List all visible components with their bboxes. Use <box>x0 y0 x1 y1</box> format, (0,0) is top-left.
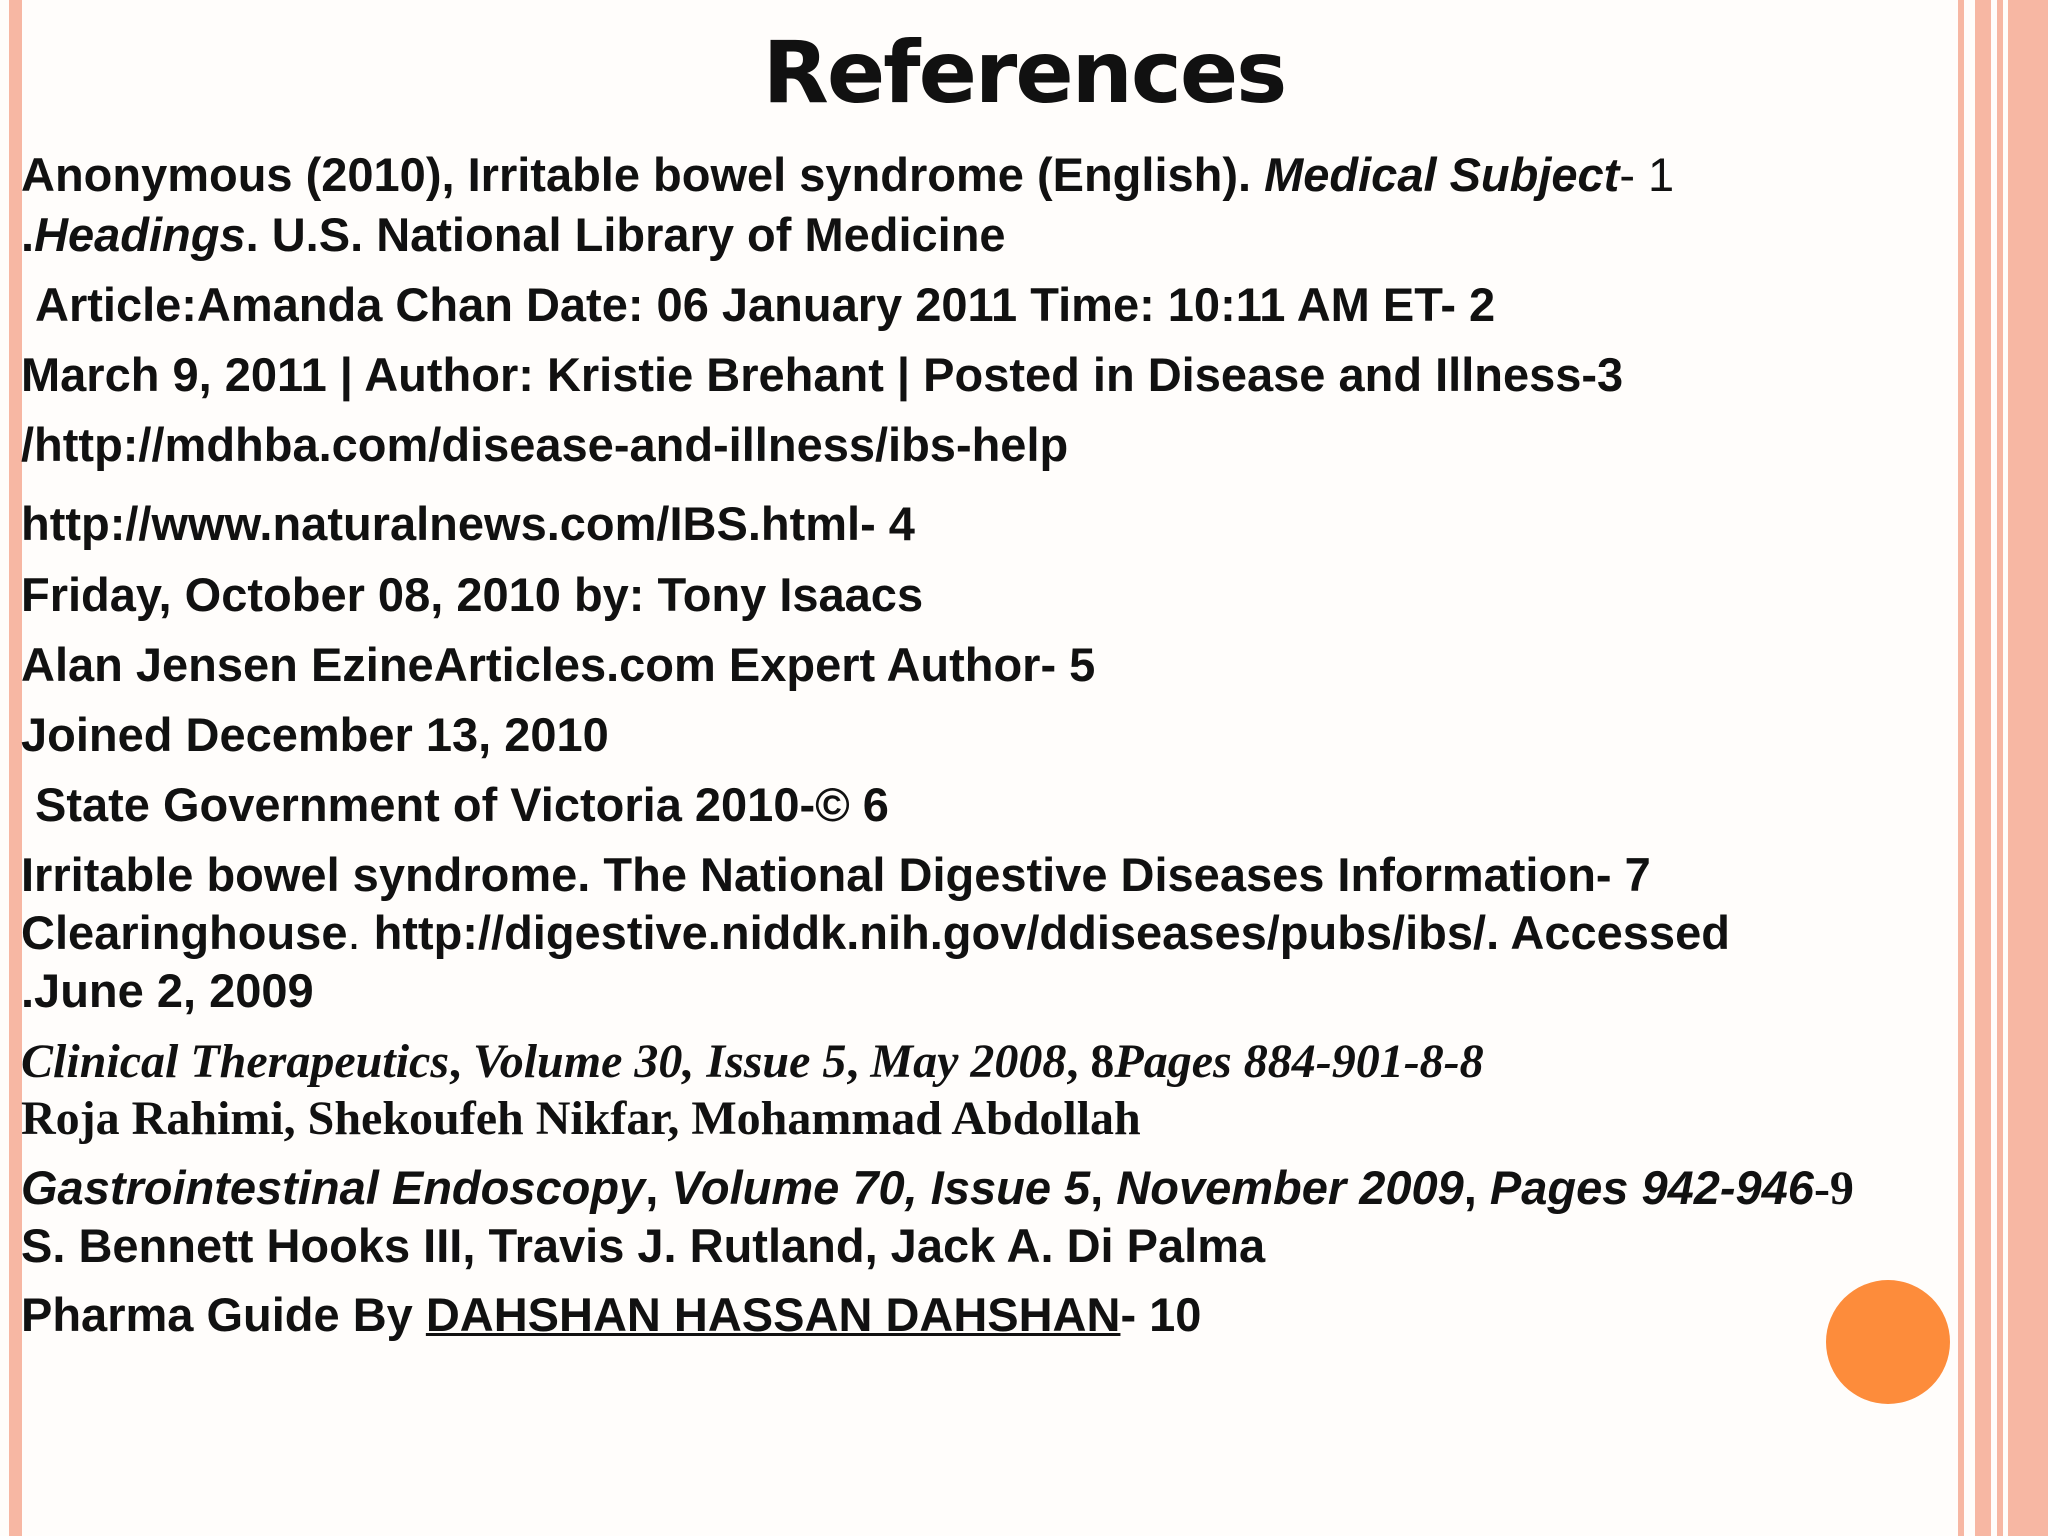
right-frame-bar <box>1997 0 2003 1536</box>
author-link[interactable]: DAHSHAN HASSAN DAHSHAN <box>425 1288 1121 1341</box>
reference-7-line-2: Clearinghouse. http://digestive.niddk.nih.gov/ddiseases/pubs/ibs/. Accessed <box>21 906 1730 959</box>
reference-6-line-1: State Government of Victoria 2010-© 6 <box>35 778 889 831</box>
reference-5-line-1: Alan Jensen EzineArticles.com Expert Author- 5 <box>21 638 1096 691</box>
reference-1-line-1: Anonymous (2010), Irritable bowel syndrome (English). Medical Subject- 1 <box>21 148 1675 201</box>
reference-10-line-1: Pharma Guide By DAHSHAN HASSAN DAHSHAN- 10 <box>21 1288 1202 1341</box>
reference-7-line-3: .June 2, 2009 <box>21 964 314 1017</box>
reference-7-line-1: Irritable bowel syndrome. The National Digestive Diseases Information- 7 <box>21 848 1651 901</box>
reference-4-line-2: Friday, October 08, 2010 by: Tony Isaacs <box>21 568 924 621</box>
reference-1-line-2: .Headings. U.S. National Library of Medicine <box>21 208 1006 261</box>
reference-3-line-1: March 9, 2011 | Author: Kristie Brehant | Posted in Disease and Illness-3 <box>21 348 1624 401</box>
reference-4-line-1: http://www.naturalnews.com/IBS.html- 4 <box>21 497 915 550</box>
right-frame-bar <box>2008 0 2048 1536</box>
reference-8-line-1: Clinical Therapeutics, Volume 30, Issue 5, May 2008, 8Pages 884-901-8-8 <box>21 1035 1484 1088</box>
reference-9-line-1: Gastrointestinal Endoscopy, Volume 70, Issue 5, November 2009, Pages 942-946-9 <box>21 1161 1854 1215</box>
reference-3-line-2: /http://mdhba.com/disease-and-illness/ibs-help <box>21 418 1069 471</box>
right-frame-bar <box>1958 0 1964 1536</box>
accent-circle <box>1826 1280 1950 1404</box>
page-title: References <box>762 23 1286 123</box>
reference-8-line-2: Roja Rahimi, Shekoufeh Nikfar, Mohammad Abdollah <box>21 1092 1141 1145</box>
reference-2-line-1: Article:Amanda Chan Date: 06 January 2011 Time: 10:11 AM ET- 2 <box>35 278 1496 331</box>
reference-5-line-2: Joined December 13, 2010 <box>21 708 609 761</box>
reference-9-line-2: S. Bennett Hooks III, Travis J. Rutland, Jack A. Di Palma <box>21 1219 1266 1272</box>
right-frame-bar <box>1975 0 1991 1536</box>
